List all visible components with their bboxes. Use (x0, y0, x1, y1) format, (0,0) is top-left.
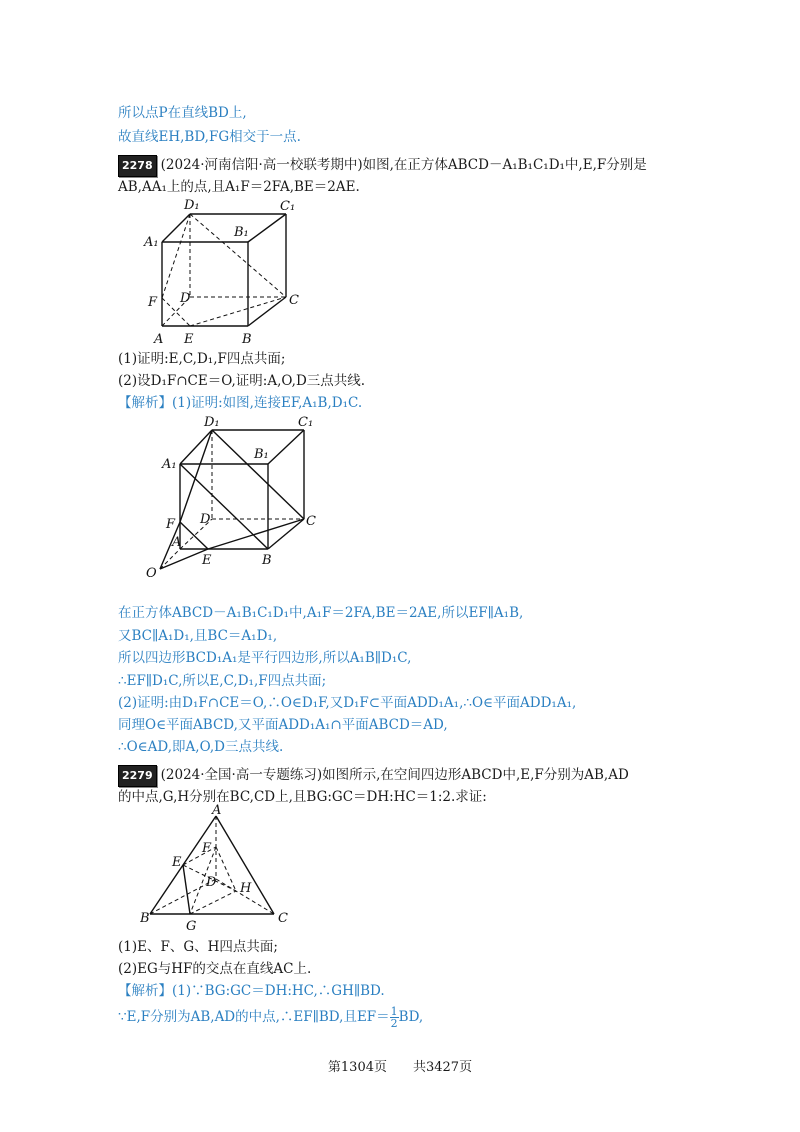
problem-2279-stem-2: 的中点,G,H分别在BC,CD上,且BG:GC＝DH:HC＝1:2.求证: (118, 789, 487, 805)
label-C1: C₁ (298, 415, 314, 430)
jiexi-label: 【解析】 (118, 395, 172, 411)
solution-line-6: 同理O∈平面ABCD,又平面ADD₁A₁∩平面ABCD＝AD, (118, 717, 448, 733)
question-2: (2)设D₁F∩CE＝O,证明:A,O,D三点共线. (118, 373, 366, 389)
solution-line-2: 又BC∥A₁D₁,且BC＝A₁D₁, (118, 628, 278, 644)
prev-solution-line-1: 所以点P在直线BD上, (118, 105, 247, 121)
label-A: A (172, 535, 182, 550)
question-1: (1)证明:E,C,D₁,F四点共面; (118, 351, 286, 367)
problem-2279-stem (118, 765, 629, 787)
solution-text: (1)证明:如图,连接EF,A₁B,D₁C. (172, 395, 363, 411)
prev-solution-line-2: 故直线EH,BD,FG相交于一点. (118, 129, 301, 145)
label-D: D (180, 291, 191, 306)
question-1: (1)E、F、G、H四点共面; (118, 939, 278, 955)
label-C: C (278, 911, 288, 926)
problem-number-badge: 2278 (118, 155, 157, 177)
fraction-denominator: 2 (390, 1017, 398, 1030)
label-D: D (206, 875, 217, 890)
solution-line-3: 所以四边形BCD₁A₁是平行四边形,所以A₁B∥D₁C, (118, 650, 412, 666)
label-B1: B₁ (234, 225, 249, 240)
label-F: F (202, 841, 212, 856)
solution-line-2 (118, 1006, 423, 1029)
fraction-one-half (390, 1006, 399, 1029)
problem-stem-text: (2024·河南信阳·高一校联考期中)如图,在正方体ABCD－A₁B₁C₁D₁中,E,F分别是 (160, 157, 647, 173)
cube-figure-1 (140, 196, 310, 348)
label-E: E (172, 855, 182, 870)
solution-text: (1)∵BG:GC＝DH:HC,∴GH∥BD. (172, 983, 385, 999)
problem-stem-text: (2024·全国·高一专题练习)如图所示,在空间四边形ABCD中,E,F分别为AB,AD (160, 767, 629, 783)
label-B1: B₁ (254, 447, 269, 462)
problem-2278-stem-2: AB,AA₁上的点,且A₁F＝2FA,BE＝2AE. (118, 179, 360, 195)
label-C1: C₁ (280, 199, 296, 214)
label-D1: D₁ (184, 198, 200, 213)
tetrahedron-figure (140, 804, 300, 934)
problem-number-badge: 2279 (118, 765, 157, 787)
label-A1: A₁ (162, 457, 177, 472)
solution-line-5: (2)证明:由D₁F∩CE＝O,∴O∈D₁F,又D₁F⊂平面ADD₁A₁,∴O∈平面ADD₁A₁, (118, 695, 577, 711)
label-B: B (140, 911, 150, 926)
label-C: C (289, 293, 299, 308)
solution-start (118, 394, 362, 412)
solution-start (118, 982, 385, 1000)
solution-text: BD, (398, 1009, 424, 1025)
page-footer: 第1304页 共3427页 (327, 1060, 473, 1075)
label-E: E (202, 553, 212, 568)
label-A: A (154, 332, 164, 347)
label-F: F (148, 295, 158, 310)
label-B: B (242, 332, 252, 347)
label-O: O (146, 566, 157, 581)
solution-line-1: 在正方体ABCD－A₁B₁C₁D₁中,A₁F＝2FA,BE＝2AE,所以EF∥A₁B, (118, 605, 524, 621)
label-E: E (184, 332, 194, 347)
label-D: D (200, 512, 211, 527)
label-G: G (186, 919, 197, 934)
label-C: C (306, 514, 316, 529)
label-B: B (262, 553, 272, 568)
cube-figure-2 (140, 412, 330, 584)
question-2: (2)EG与HF的交点在直线AC上. (118, 961, 312, 977)
label-A: A (212, 804, 222, 818)
label-A1: A₁ (144, 235, 159, 250)
jiexi-label: 【解析】 (118, 983, 172, 999)
label-D1: D₁ (204, 415, 220, 430)
solution-line-7: ∴O∈AD,即A,O,D三点共线. (118, 739, 284, 755)
solution-line-4: ∴EF∥D₁C,所以E,C,D₁,F四点共面; (118, 673, 327, 689)
label-F: F (166, 517, 176, 532)
problem-2278-stem (118, 155, 647, 177)
label-H: H (240, 881, 252, 896)
fraction-numerator: 1 (390, 1005, 398, 1018)
solution-text: ∵E,F分别为AB,AD的中点,∴EF∥BD,且EF＝ (118, 1009, 390, 1025)
